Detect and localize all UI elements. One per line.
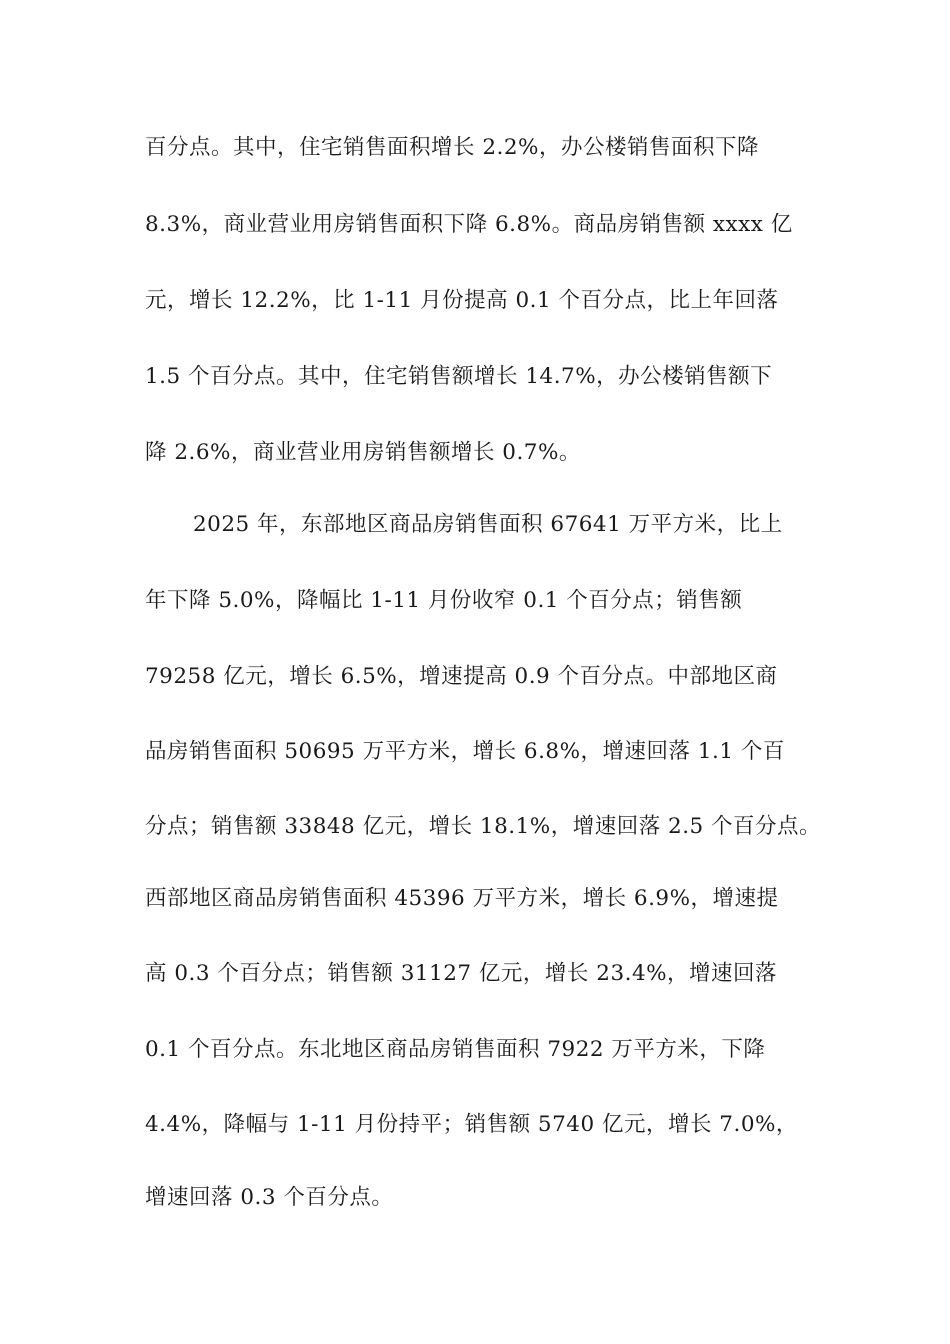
- paragraph-line: 1.5 个百分点。其中，住宅销售额增长 14.7%，办公楼销售额下: [145, 364, 773, 389]
- paragraph-line: 0.1 个百分点。东北地区商品房销售面积 7922 万平方米，下降: [145, 1037, 766, 1062]
- paragraph-line: 元，增长 12.2%，比 1-11 月份提高 0.1 个百分点，比上年回落: [145, 288, 779, 313]
- paragraph-line: 百分点。其中，住宅销售面积增长 2.2%，办公楼销售面积下降: [145, 135, 759, 160]
- paragraph-line: 2025 年，东部地区商品房销售面积 67641 万平方米，比上: [193, 512, 783, 537]
- paragraph-line: 西部地区商品房销售面积 45396 万平方米，增长 6.9%，增速提: [145, 886, 779, 911]
- paragraph-line: 品房销售面积 50695 万平方米，增长 6.8%，增速回落 1.1 个百: [145, 739, 785, 764]
- paragraph-line: 增速回落 0.3 个百分点。: [145, 1185, 394, 1210]
- paragraph-line: 分点；销售额 33848 亿元，增长 18.1%，增速回落 2.5 个百分点。: [145, 814, 822, 839]
- paragraph-line: 高 0.3 个百分点；销售额 31127 亿元，增长 23.4%，增速回落: [145, 961, 778, 986]
- paragraph-line: 4.4%，降幅与 1-11 月份持平；销售额 5740 亿元，增长 7.0%，: [145, 1112, 798, 1137]
- paragraph-line: 79258 亿元，增长 6.5%，增速提高 0.9 个百分点。中部地区商: [145, 664, 778, 689]
- paragraph-line: 8.3%，商业营业用房销售面积下降 6.8%。商品房销售额 xxxx 亿: [145, 212, 793, 237]
- paragraph-line: 降 2.6%，商业营业用房销售额增长 0.7%。: [145, 440, 581, 465]
- paragraph-line: 年下降 5.0%，降幅比 1-11 月份收窄 0.1 个百分点；销售额: [145, 588, 743, 613]
